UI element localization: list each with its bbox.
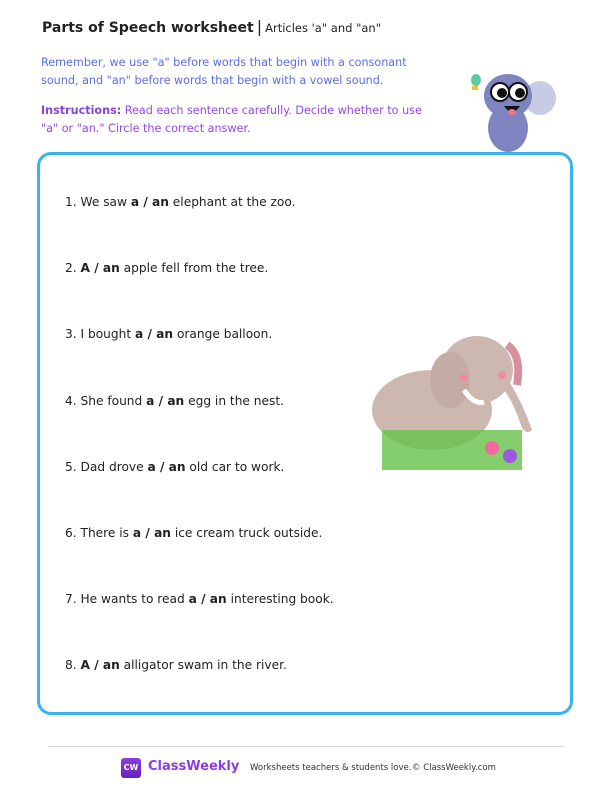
question-item: [65, 327, 272, 341]
instructions-text: Read each sentence carefully. Decide whether to use "a" or "an." Circle the correct answer.: [41, 104, 422, 135]
question-text: interesting book.: [226, 592, 334, 607]
instructions: [41, 102, 431, 138]
instructions-label: Instructions:: [41, 104, 122, 117]
question-item: [65, 261, 268, 275]
question-item: [65, 394, 284, 408]
title-text: Parts of Speech worksheet: [42, 20, 254, 36]
elephant-in-grass-illustration: [352, 320, 542, 482]
page-title: [42, 17, 381, 36]
cartoon-elephant-icon: [462, 68, 558, 154]
question-text: elephant at the zoo.: [168, 195, 296, 209]
question-text: 3. I bought: [65, 327, 136, 342]
reminder-text: Remember, we use "a" before words that begin with a consonant sound, and "an" before words that begin with a vowel sound.: [41, 56, 407, 87]
question-item: [65, 592, 334, 606]
question-item: [65, 658, 287, 672]
question-item: [65, 526, 322, 540]
question-text: ice cream truck outside.: [170, 526, 323, 540]
classweekly-logo: CW: [121, 758, 141, 778]
answer-choice[interactable]: a / an: [135, 327, 174, 342]
question-text: 1. We saw: [65, 195, 131, 209]
footer-divider: [48, 746, 564, 747]
answer-choice[interactable]: a / an: [132, 526, 171, 540]
title-separator: |: [256, 17, 263, 36]
brand-name: ClassWeekly: [148, 759, 240, 774]
question-text: 5. Dad drove: [65, 459, 148, 474]
subtitle: Articles 'a" and "an": [265, 21, 381, 35]
question-text: old car to work.: [185, 459, 285, 474]
question-text: egg in the nest.: [184, 393, 285, 408]
answer-choice[interactable]: A / an: [80, 658, 120, 673]
answer-choice[interactable]: a / an: [188, 592, 227, 607]
question-item: [65, 460, 284, 474]
question-text: 8.: [65, 658, 81, 673]
question-text: 2.: [65, 261, 81, 276]
answer-choice[interactable]: a / an: [147, 459, 186, 474]
question-item: [65, 195, 295, 209]
question-text: 6. There is: [65, 526, 133, 540]
question-text: alligator swam in the river.: [119, 658, 287, 673]
question-text: 4. She found: [65, 393, 147, 408]
question-text: 7. He wants to read: [65, 592, 189, 607]
answer-choice[interactable]: a / an: [130, 195, 169, 209]
question-text: apple fell from the tree.: [119, 261, 269, 276]
copyright: © ClassWeekly.com: [412, 763, 496, 773]
question-text: orange balloon.: [173, 327, 273, 342]
tagline: Worksheets teachers & students love.: [250, 763, 412, 773]
answer-choice[interactable]: a / an: [146, 393, 185, 408]
answer-choice[interactable]: A / an: [80, 261, 120, 276]
